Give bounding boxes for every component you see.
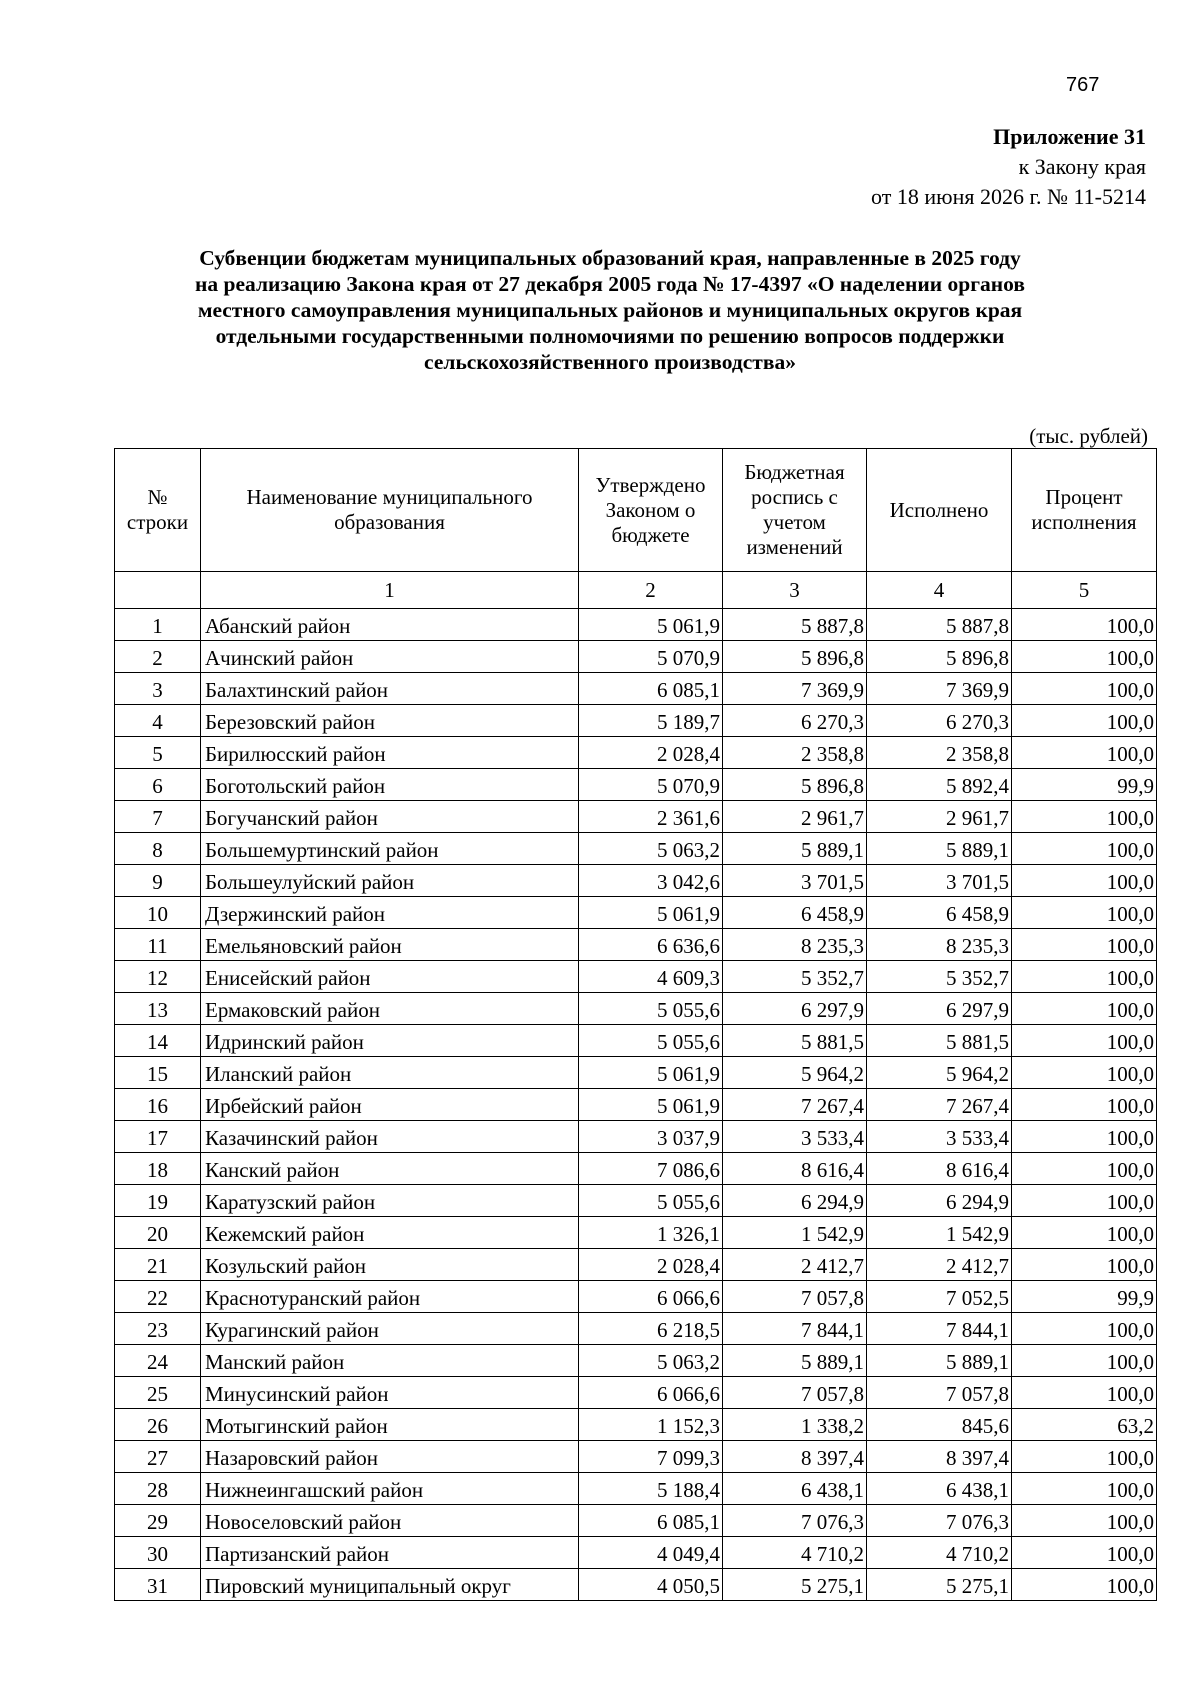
cell-budget-schedule: 7 076,3 [723, 1505, 867, 1537]
cell-municipality: Курагинский район [201, 1313, 579, 1345]
table-row [115, 961, 1157, 993]
cell-approved: 5 188,4 [579, 1473, 723, 1505]
cell-row-number: 14 [115, 1025, 201, 1057]
cell-approved: 5 189,7 [579, 705, 723, 737]
cell-row-number: 23 [115, 1313, 201, 1345]
title-line: на реализацию Закона края от 27 декабря 2005 года № 17-4397 «О наделении органов [195, 272, 1025, 296]
cell-budget-schedule: 5 889,1 [723, 833, 867, 865]
cell-executed: 5 964,2 [867, 1057, 1012, 1089]
cell-municipality: Партизанский район [201, 1537, 579, 1569]
cell-budget-schedule: 7 057,8 [723, 1281, 867, 1313]
cell-executed: 7 844,1 [867, 1313, 1012, 1345]
cell-row-number: 30 [115, 1537, 201, 1569]
cell-row-number: 24 [115, 1345, 201, 1377]
cell-row-number: 4 [115, 705, 201, 737]
cell-municipality: Манский район [201, 1345, 579, 1377]
cell-percent: 100,0 [1012, 705, 1157, 737]
cell-executed: 5 889,1 [867, 1345, 1012, 1377]
cell-budget-schedule: 6 294,9 [723, 1185, 867, 1217]
cell-approved: 4 050,5 [579, 1569, 723, 1601]
cell-percent: 100,0 [1012, 1249, 1157, 1281]
cell-row-number: 25 [115, 1377, 201, 1409]
cell-percent: 100,0 [1012, 1569, 1157, 1601]
cell-executed: 5 275,1 [867, 1569, 1012, 1601]
cell-budget-schedule: 5 896,8 [723, 641, 867, 673]
cell-row-number: 5 [115, 737, 201, 769]
cell-municipality: Ирбейский район [201, 1089, 579, 1121]
cell-executed: 6 297,9 [867, 993, 1012, 1025]
title-line: отдельными государственными полномочиями по решению вопросов поддержки [215, 324, 1005, 348]
cell-row-number: 27 [115, 1441, 201, 1473]
cell-approved: 6 066,6 [579, 1377, 723, 1409]
cell-municipality: Ачинский район [201, 641, 579, 673]
cell-row-number: 29 [115, 1505, 201, 1537]
cell-percent: 100,0 [1012, 897, 1157, 929]
cell-executed: 7 267,4 [867, 1089, 1012, 1121]
header-budget-schedule: Бюджетная роспись с учетом изменений [723, 449, 867, 572]
table-row [115, 1185, 1157, 1217]
cell-municipality: Кежемский район [201, 1217, 579, 1249]
cell-approved: 1 326,1 [579, 1217, 723, 1249]
cell-row-number: 20 [115, 1217, 201, 1249]
cell-row-number: 8 [115, 833, 201, 865]
column-number [115, 572, 201, 609]
cell-percent: 100,0 [1012, 1473, 1157, 1505]
cell-approved: 5 055,6 [579, 1185, 723, 1217]
cell-row-number: 26 [115, 1409, 201, 1441]
cell-executed: 8 397,4 [867, 1441, 1012, 1473]
cell-municipality: Большеулуйский район [201, 865, 579, 897]
cell-approved: 6 636,6 [579, 929, 723, 961]
cell-row-number: 11 [115, 929, 201, 961]
cell-approved: 5 063,2 [579, 1345, 723, 1377]
cell-municipality: Мотыгинский район [201, 1409, 579, 1441]
cell-budget-schedule: 6 270,3 [723, 705, 867, 737]
cell-municipality: Пировский муниципальный округ [201, 1569, 579, 1601]
cell-budget-schedule: 4 710,2 [723, 1537, 867, 1569]
cell-percent: 100,0 [1012, 833, 1157, 865]
table-header-row [115, 449, 1157, 572]
cell-municipality: Козульский район [201, 1249, 579, 1281]
cell-budget-schedule: 5 881,5 [723, 1025, 867, 1057]
table-row [115, 1249, 1157, 1281]
subsidies-table [114, 448, 1157, 1601]
cell-executed: 4 710,2 [867, 1537, 1012, 1569]
cell-budget-schedule: 5 896,8 [723, 769, 867, 801]
cell-municipality: Канский район [201, 1153, 579, 1185]
cell-municipality: Енисейский район [201, 961, 579, 993]
cell-executed: 6 458,9 [867, 897, 1012, 929]
cell-municipality: Казачинский район [201, 1121, 579, 1153]
table-row [115, 705, 1157, 737]
cell-budget-schedule: 5 275,1 [723, 1569, 867, 1601]
table-row [115, 1473, 1157, 1505]
cell-row-number: 10 [115, 897, 201, 929]
table-row [115, 1153, 1157, 1185]
cell-row-number: 31 [115, 1569, 201, 1601]
cell-approved: 2 028,4 [579, 737, 723, 769]
table-row [115, 1313, 1157, 1345]
cell-approved: 2 361,6 [579, 801, 723, 833]
cell-percent: 100,0 [1012, 1313, 1157, 1345]
cell-executed: 5 892,4 [867, 769, 1012, 801]
cell-approved: 5 061,9 [579, 1057, 723, 1089]
cell-municipality: Идринский район [201, 1025, 579, 1057]
cell-percent: 100,0 [1012, 801, 1157, 833]
cell-executed: 5 352,7 [867, 961, 1012, 993]
cell-executed: 2 961,7 [867, 801, 1012, 833]
table-row [115, 1217, 1157, 1249]
cell-executed: 7 057,8 [867, 1377, 1012, 1409]
cell-municipality: Ермаковский район [201, 993, 579, 1025]
cell-municipality: Балахтинский район [201, 673, 579, 705]
cell-row-number: 7 [115, 801, 201, 833]
cell-percent: 100,0 [1012, 609, 1157, 641]
cell-executed: 5 896,8 [867, 641, 1012, 673]
cell-percent: 100,0 [1012, 1057, 1157, 1089]
table-row [115, 1089, 1157, 1121]
cell-row-number: 2 [115, 641, 201, 673]
cell-budget-schedule: 6 438,1 [723, 1473, 867, 1505]
cell-row-number: 18 [115, 1153, 201, 1185]
table-row [115, 1121, 1157, 1153]
table-row [115, 1537, 1157, 1569]
cell-row-number: 3 [115, 673, 201, 705]
cell-approved: 2 028,4 [579, 1249, 723, 1281]
cell-percent: 100,0 [1012, 1217, 1157, 1249]
annex-law-date: от 18 июня 2026 г. № 11-5214 [871, 184, 1146, 209]
cell-row-number: 19 [115, 1185, 201, 1217]
cell-municipality: Емельяновский район [201, 929, 579, 961]
table-row [115, 1345, 1157, 1377]
cell-executed: 8 616,4 [867, 1153, 1012, 1185]
cell-row-number: 9 [115, 865, 201, 897]
cell-executed: 6 294,9 [867, 1185, 1012, 1217]
page-number: 767 [1066, 74, 1100, 96]
title-line: сельскохозяйственного производства» [424, 350, 796, 374]
cell-budget-schedule: 3 533,4 [723, 1121, 867, 1153]
cell-executed: 7 369,9 [867, 673, 1012, 705]
cell-row-number: 22 [115, 1281, 201, 1313]
cell-municipality: Большемуртинский район [201, 833, 579, 865]
cell-executed: 5 887,8 [867, 609, 1012, 641]
cell-municipality: Березовский район [201, 705, 579, 737]
table-row [115, 929, 1157, 961]
cell-approved: 5 070,9 [579, 769, 723, 801]
cell-municipality: Новоселовский район [201, 1505, 579, 1537]
cell-percent: 100,0 [1012, 737, 1157, 769]
table-row [115, 993, 1157, 1025]
cell-row-number: 1 [115, 609, 201, 641]
cell-municipality: Богучанский район [201, 801, 579, 833]
cell-budget-schedule: 8 397,4 [723, 1441, 867, 1473]
cell-percent: 99,9 [1012, 1281, 1157, 1313]
table-row [115, 1441, 1157, 1473]
cell-row-number: 16 [115, 1089, 201, 1121]
annex-block [871, 122, 1146, 212]
table-row [115, 1025, 1157, 1057]
table-column-numbers-row [115, 572, 1157, 609]
cell-executed: 8 235,3 [867, 929, 1012, 961]
table-row [115, 1569, 1157, 1601]
cell-budget-schedule: 5 964,2 [723, 1057, 867, 1089]
cell-executed: 7 076,3 [867, 1505, 1012, 1537]
header-executed: Исполнено [867, 449, 1012, 572]
cell-approved: 7 086,6 [579, 1153, 723, 1185]
cell-percent: 100,0 [1012, 865, 1157, 897]
cell-approved: 6 066,6 [579, 1281, 723, 1313]
cell-approved: 4 049,4 [579, 1537, 723, 1569]
cell-approved: 6 085,1 [579, 673, 723, 705]
cell-percent: 100,0 [1012, 1185, 1157, 1217]
cell-approved: 3 042,6 [579, 865, 723, 897]
table-row [115, 1281, 1157, 1313]
cell-municipality: Назаровский район [201, 1441, 579, 1473]
cell-approved: 5 055,6 [579, 1025, 723, 1057]
column-number: 1 [201, 572, 579, 609]
table-row [115, 1057, 1157, 1089]
title-line: местного самоуправления муниципальных районов и муниципальных округов края [197, 298, 1023, 322]
table-row [115, 769, 1157, 801]
cell-percent: 100,0 [1012, 1153, 1157, 1185]
header-percent: Процент исполнения [1012, 449, 1157, 572]
cell-row-number: 13 [115, 993, 201, 1025]
cell-percent: 100,0 [1012, 1441, 1157, 1473]
cell-percent: 99,9 [1012, 769, 1157, 801]
column-number: 2 [579, 572, 723, 609]
cell-municipality: Абанский район [201, 609, 579, 641]
annex-title: Приложение 31 [993, 124, 1146, 149]
cell-executed: 6 270,3 [867, 705, 1012, 737]
table-row [115, 1409, 1157, 1441]
column-number: 3 [723, 572, 867, 609]
table-row [115, 737, 1157, 769]
cell-executed: 3 701,5 [867, 865, 1012, 897]
cell-approved: 1 152,3 [579, 1409, 723, 1441]
cell-percent: 100,0 [1012, 673, 1157, 705]
table-row [115, 641, 1157, 673]
cell-percent: 63,2 [1012, 1409, 1157, 1441]
cell-percent: 100,0 [1012, 1345, 1157, 1377]
units-label: (тыс. рублей) [1029, 424, 1148, 448]
table-row [115, 833, 1157, 865]
table-row [115, 1377, 1157, 1409]
cell-row-number: 12 [115, 961, 201, 993]
cell-executed: 2 412,7 [867, 1249, 1012, 1281]
cell-executed: 5 889,1 [867, 833, 1012, 865]
cell-row-number: 21 [115, 1249, 201, 1281]
cell-budget-schedule: 8 616,4 [723, 1153, 867, 1185]
table-row [115, 673, 1157, 705]
column-number: 5 [1012, 572, 1157, 609]
cell-budget-schedule: 7 369,9 [723, 673, 867, 705]
column-number: 4 [867, 572, 1012, 609]
cell-budget-schedule: 7 267,4 [723, 1089, 867, 1121]
cell-executed: 1 542,9 [867, 1217, 1012, 1249]
table-row [115, 897, 1157, 929]
cell-budget-schedule: 7 844,1 [723, 1313, 867, 1345]
cell-percent: 100,0 [1012, 1121, 1157, 1153]
cell-approved: 6 218,5 [579, 1313, 723, 1345]
cell-executed: 2 358,8 [867, 737, 1012, 769]
cell-percent: 100,0 [1012, 1537, 1157, 1569]
table-row [115, 865, 1157, 897]
table-row [115, 1505, 1157, 1537]
header-row-number: № строки [115, 449, 201, 572]
annex-law-reference: к Закону края [1018, 154, 1146, 179]
cell-budget-schedule: 5 889,1 [723, 1345, 867, 1377]
cell-executed: 7 052,5 [867, 1281, 1012, 1313]
cell-approved: 5 061,9 [579, 609, 723, 641]
cell-budget-schedule: 7 057,8 [723, 1377, 867, 1409]
cell-percent: 100,0 [1012, 1089, 1157, 1121]
cell-percent: 100,0 [1012, 1505, 1157, 1537]
cell-approved: 5 055,6 [579, 993, 723, 1025]
cell-approved: 5 061,9 [579, 1089, 723, 1121]
cell-row-number: 6 [115, 769, 201, 801]
cell-municipality: Краснотуранский район [201, 1281, 579, 1313]
cell-executed: 3 533,4 [867, 1121, 1012, 1153]
cell-municipality: Каратузский район [201, 1185, 579, 1217]
cell-executed: 5 881,5 [867, 1025, 1012, 1057]
cell-approved: 5 063,2 [579, 833, 723, 865]
cell-percent: 100,0 [1012, 929, 1157, 961]
cell-row-number: 28 [115, 1473, 201, 1505]
header-municipality: Наименование муниципального образования [201, 449, 579, 572]
title-line: Субвенции бюджетам муниципальных образований края, направленные в 2025 году [199, 246, 1021, 270]
cell-approved: 7 099,3 [579, 1441, 723, 1473]
cell-executed: 845,6 [867, 1409, 1012, 1441]
cell-percent: 100,0 [1012, 993, 1157, 1025]
cell-budget-schedule: 2 961,7 [723, 801, 867, 833]
cell-municipality: Нижнеингашский район [201, 1473, 579, 1505]
cell-row-number: 17 [115, 1121, 201, 1153]
cell-percent: 100,0 [1012, 961, 1157, 993]
table-row [115, 609, 1157, 641]
cell-municipality: Боготольский район [201, 769, 579, 801]
cell-municipality: Бирилюсский район [201, 737, 579, 769]
cell-row-number: 15 [115, 1057, 201, 1089]
cell-percent: 100,0 [1012, 1377, 1157, 1409]
cell-budget-schedule: 5 352,7 [723, 961, 867, 993]
header-approved: Утверждено Законом о бюджете [579, 449, 723, 572]
cell-approved: 3 037,9 [579, 1121, 723, 1153]
cell-budget-schedule: 1 542,9 [723, 1217, 867, 1249]
cell-approved: 5 070,9 [579, 641, 723, 673]
cell-approved: 6 085,1 [579, 1505, 723, 1537]
cell-budget-schedule: 3 701,5 [723, 865, 867, 897]
cell-municipality: Иланский район [201, 1057, 579, 1089]
cell-budget-schedule: 2 358,8 [723, 737, 867, 769]
table-row [115, 801, 1157, 833]
cell-budget-schedule: 5 887,8 [723, 609, 867, 641]
cell-percent: 100,0 [1012, 641, 1157, 673]
cell-budget-schedule: 6 297,9 [723, 993, 867, 1025]
cell-municipality: Минусинский район [201, 1377, 579, 1409]
cell-municipality: Дзержинский район [201, 897, 579, 929]
cell-budget-schedule: 1 338,2 [723, 1409, 867, 1441]
cell-budget-schedule: 6 458,9 [723, 897, 867, 929]
cell-percent: 100,0 [1012, 1025, 1157, 1057]
document-title [120, 245, 1100, 375]
cell-approved: 4 609,3 [579, 961, 723, 993]
cell-budget-schedule: 2 412,7 [723, 1249, 867, 1281]
table-body [115, 609, 1157, 1601]
cell-budget-schedule: 8 235,3 [723, 929, 867, 961]
cell-executed: 6 438,1 [867, 1473, 1012, 1505]
cell-approved: 5 061,9 [579, 897, 723, 929]
